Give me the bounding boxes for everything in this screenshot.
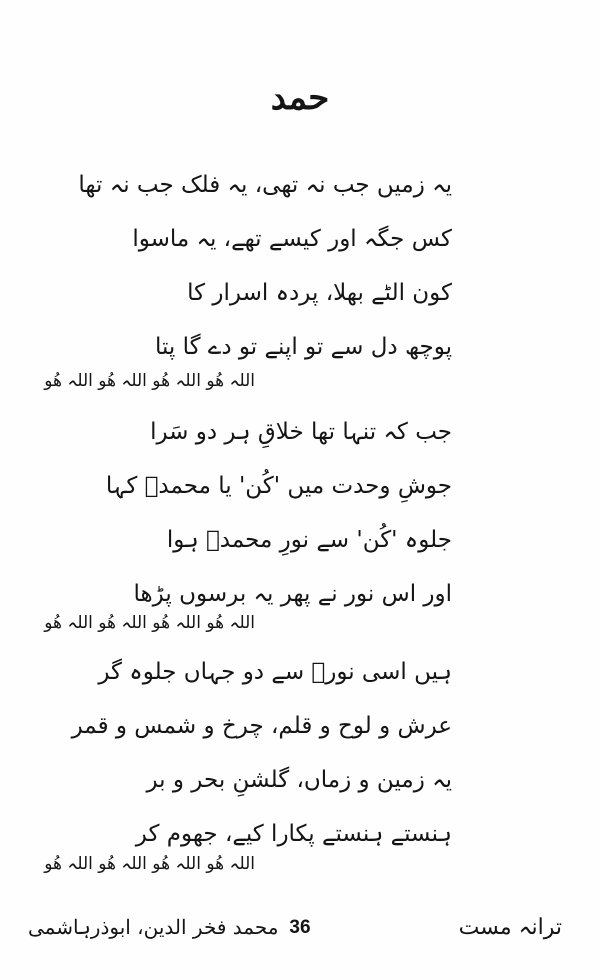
verse-line: کون الٹے بھلا، پردہ اسرار کا [187,280,452,306]
footer-book-title: ترانہ مست [458,915,562,940]
poem-title: حمد [270,78,330,118]
verse-line: یہ زمیں جب نہ تھی، یہ فلک جب نہ تھا [78,172,452,198]
stanza-1 [78,158,452,374]
footer-author: محمد فخر الدین، ابوذرہاشمی [28,915,279,939]
verse-line: عرش و لوح و قلم، چرخ و شمس و قمر [71,713,452,739]
page-number: 36 [289,917,311,938]
verse-line: جلوہ 'کُن' سے نورِ محمدؐ ہوا [166,527,452,553]
verse-line: یہ زمین و زماں، گلشنِ بحر و بر [146,767,452,793]
verse-line: ہنستے ہنستے پکارا کیے، جھوم کر [135,821,452,847]
verse-line: جوشِ وحدت میں 'کُن' یا محمدؐ کہا [105,473,452,499]
refrain-line: اللہ ھُو اللہ ھُو اللہ ھُو اللہ ھُو [44,613,255,633]
refrain-line: اللہ ھُو اللہ ھُو اللہ ھُو اللہ ھُو [44,371,255,391]
verse-line: کس جگہ اور کیسے تھے، یہ ماسوا [132,226,452,252]
verse-line: ہیں اسی نورؐ سے دو جہاں جلوہ گر [98,659,452,685]
refrain-line: اللہ ھُو اللہ ھُو اللہ ھُو اللہ ھُو [44,854,255,874]
verse-line: اور اس نور نے پھر یہ برسوں پڑھا [133,581,452,607]
verse-line: جب کہ تنہا تھا خلاقِ ہر دو سَرا [150,419,452,445]
stanza-3 [71,645,452,861]
stanza-2 [105,405,452,621]
page-footer [0,915,600,955]
verse-line: پوچھ دل سے تو اپنے تو دے گا پتا [154,334,452,360]
